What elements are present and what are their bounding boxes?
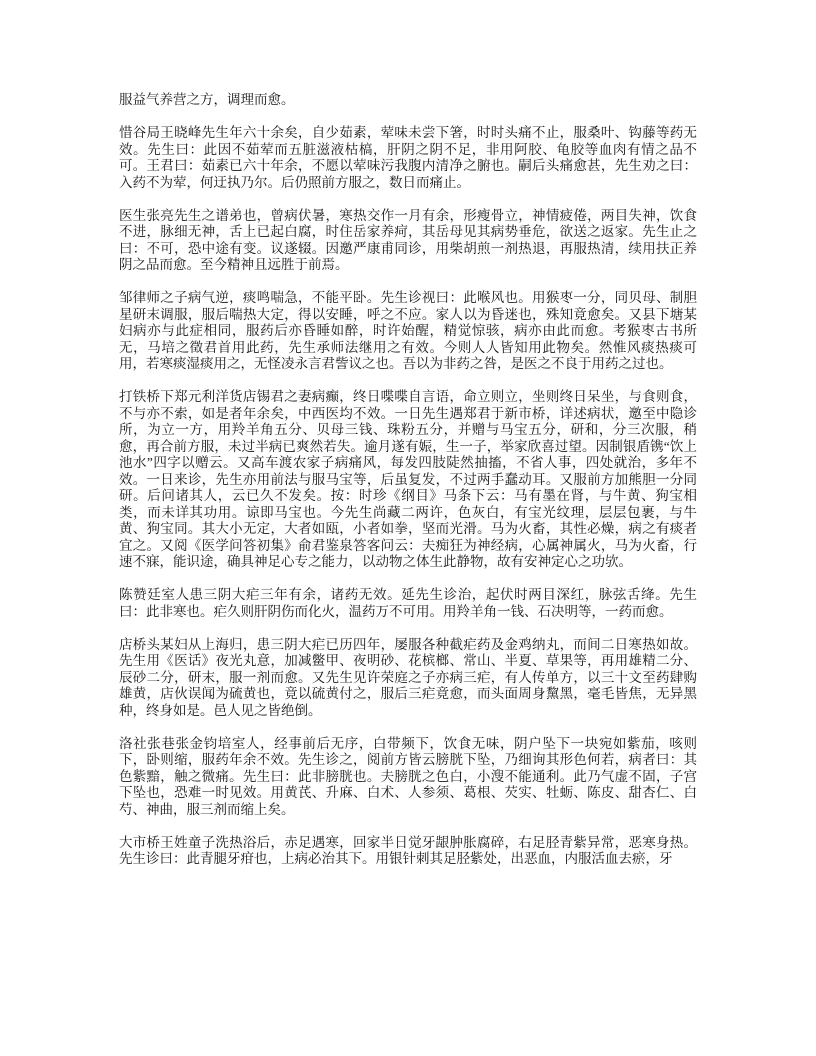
paragraph: 医生张亮先生之谱弟也，曾病伏暑，寒热交作一月有余，形瘦骨立，神情疲倦，两目失神，饮食不进，脉细无神，舌上已起白腐，时住岳家养疴，其岳母见其病势垂危，欲送之返家。先生止之曰：不可，恐中途有变。议遂辍。因邀严康甫同诊，用柴胡煎一剂热退，再服热清，续用扶正养阴之品而愈。至今精神且远胜于前焉。 xyxy=(119,207,697,272)
paragraph: 邹律师之子病气逆，痰鸣喘急，不能平卧。先生诊视曰：此喉风也。用猴枣一分，同贝母、制胆星研末调服，服后喘热大定，得以安睡，呼之不应。家人以为昏迷也，殊知竟愈矣。又县下塘某妇病亦与此症相同，服药后亦昏睡如醉，时许始醒，精觉惊骇，病亦由此而愈。考猴枣古书所无，马培之徵君首用此药，先生承师法继用之有效。今则人人皆知用此物矣。然惟风痰热痰可用，若寒痰湿痰用之，无怪凌永言君訾议之也。吾以为非药之咎，是医之不良于用药之过也。 xyxy=(119,290,697,371)
paragraph: 洛社张巷张金钧培室人，经事前后无序，白带频下，饮食无味，阴户坠下一块宛如紫茄，咳则下，卧则缩，服药年余不效。先生诊之，阅前方皆云膀胱下坠，乃细询其形色何若，病者曰：其色紫黯，触之微痛。先生曰：此非膀胱也。夫膀胱之色白，小溲不能通利。此乃气虚不固，子宫下坠也，恐难一时见效。用黄芪、升麻、白术、人参须、葛根、芡实、牡蛎、陈皮、甜杏仁、白芍、神曲，服三剂而缩上矣。 xyxy=(119,735,697,817)
paragraph: 打铁桥下郑元利洋货店锡君之妻病癫，终日喋喋自言语，命立则立，坐则终日呆坐，与食则食，不与亦不索，如是者年余矣，中西医均不效。一日先生遇郑君于新市桥，详述病状，邀至中隐诊所，为立一方，用羚羊角五分、贝母三钱、珠粉五分，并赠与马宝五分，研和，分三次服，稍愈，再合前方服，未过半病已爽然若失。逾月遂有娠，生一子，举家欣喜过望。因制银盾镌“饮上池水”四字以赠云。又高车渡农家子病痛风，每发四肢陡然抽搐，不省人事，四处就治，多年不效。一日来诊，先生亦用前法与服马宝等，后虽复发，不过两手蠢动耳。又服前方加熊胆一分同研。后问诸其人，云已久不发矣。按：时珍《纲目》马条下云：马有墨在肾，与牛黄、狗宝相类，而未详其功用。谅即马宝也。今先生尚藏二两许，色灰白，有宝光纹理，层层包裹，与牛黄、狗宝同。其大小无定，大者如瓯，小者如拳，坚而光滑。马为火畜，其性必燥，病之有痰者宜之。又阅《医学问答初集》俞君鉴泉答客问云：夫痴狂为神经病，心属神属火，马为火畜，行速不寐，能识途，确具神足心专之能力，以动物之体生此静物，故有安神定心之功欤。 xyxy=(119,389,697,569)
paragraph: 陈赞廷室人患三阴大疟三年有余，诸药无效。延先生诊治，起伏时两目深红，脉弦舌绛。先生曰：此非寒也。疟久则肝阴伤而化火，温药万不可用。用羚羊角一钱、石决明等，一药而愈。 xyxy=(119,587,697,619)
paragraph: 服益气养营之方，调理而愈。 xyxy=(119,92,295,107)
paragraph: 惜谷局王晓峰先生年六十余矣，自少茹素，荤味未尝下箸，时时头痛不止，服桑叶、钩藤等药无效。先生曰：此因不茹荤而五脏滋液枯槁，肝阴之阴不足，非用阿胶、龟胶等血肉有情之品不可。王君曰：茹素已六十年余，不愿以荤味污我腹内清净之腑也。嗣后头痛愈甚，先生劝之曰：入药不为荤，何迂执乃尔。后仍照前方服之，数日而痛止。 xyxy=(119,125,697,190)
text-block xyxy=(119,92,697,884)
paragraph: 大市桥王姓童子洗热浴后，赤足遇寒，回家半日觉牙龈肿胀腐碎，右足胫青紫异常，恶寒身热。先生诊曰：此青腿牙疳也，上病必治其下。用银针刺其足胫紫处，出恶血，内服活血去瘀，牙 xyxy=(119,834,697,866)
paragraph: 店桥头某妇从上海归，患三阴大疟已历四年，屡服各种截疟药及金鸡纳丸，而间二日寒热如故。先生用《医话》夜光丸意，加减鳖甲、夜明砂、花槟榔、常山、半夏、草果等，再用雄精二分、辰砂二分，研末，服一剂而愈。又先生见许荣庭之子亦病三疟，有人传单方，以三十文至药肆购雄黄，店伙误闻为硫黄也，竟以硫黄付之，服后三疟竟愈，而头面周身黧黑，毫毛皆焦，无异黑种，终身如是。邑人见之皆绝倒。 xyxy=(119,636,697,718)
